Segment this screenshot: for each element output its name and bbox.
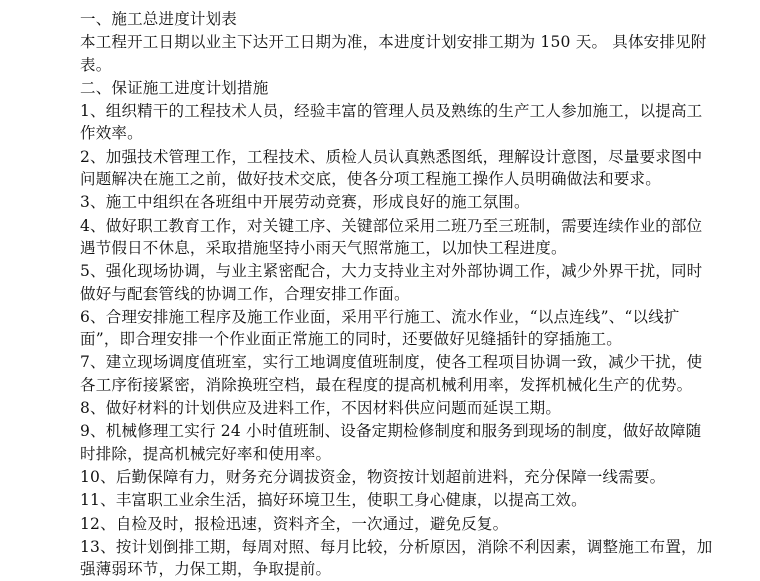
paragraph — [80, 513, 690, 535]
paragraph — [80, 466, 690, 488]
paragraph — [80, 215, 703, 260]
text-line: 1、组织精干的工程技术人员，经验丰富的管理人员及熟练的生产工人参加施工，以提高工 — [80, 102, 703, 121]
text-line: 作效率。 — [80, 124, 143, 143]
text-line: 2、加强技术管理工作，工程技术、质检人员认真熟悉图纸，理解设计意图，尽量要求图中 — [80, 147, 703, 166]
text-line: 11、丰富职工业余生活，搞好环境卫生，使职工身心健康，以提高工效。 — [80, 491, 587, 510]
text-line: 各工序衔接紧密，消除换班空档，最在程度的提高机械利用率，发挥机械化生产的优势。 — [80, 375, 693, 394]
paragraph — [80, 420, 702, 465]
paragraph — [80, 146, 703, 191]
text-line: 一、施工总进度计划表 — [80, 10, 238, 28]
paragraph — [80, 100, 703, 145]
text-line: 9、机械修理工实行 24 小时值班制、设备定期检修制度和服务到现场的制度，做好故障随 — [80, 422, 702, 441]
text-line: 面”，即合理安排一个作业面正常施工的同时，还要做好见缝插针的穿插施工。 — [80, 330, 622, 349]
text-line: 8、做好材料的计划供应及进料工作，不因材料供应问题而延误工期。 — [80, 399, 562, 418]
paragraph — [80, 536, 713, 581]
paragraph — [80, 397, 690, 419]
text-line: 10、后勤保障有力，财务充分调拔资金，物资按计划超前进料，充分保障一线需要。 — [80, 467, 666, 486]
section-heading — [80, 77, 690, 99]
text-line: 12、自检及时，报检迅速，资料齐全，一次通过，避免反复。 — [80, 514, 509, 533]
text-line: 3、施工中组织在各班组中开展劳动竞赛，形成良好的施工氛围。 — [80, 193, 530, 212]
text-line: 7、建立现场调度值班室，实行工地调度值班制度，使各工程项目协调一致，减少干扰，使 — [80, 353, 703, 372]
section-heading — [80, 8, 690, 30]
text-line: 6、合理安排施工程序及施工作业面，采用平行施工、流水作业，“以点连线”、“以线扩 — [80, 307, 680, 326]
text-line: 4、做好职工教育工作，对关键工序、关键部位采用二班乃至三班制，需要连续作业的部位 — [80, 216, 703, 235]
text-line: 强薄弱环节，力保工期，争取提前。 — [80, 560, 332, 579]
paragraph — [80, 306, 690, 351]
text-line: 本工程开工日期以业主下达开工日期为准，本进度计划安排工期为 150 天。 具体安排见附 — [80, 33, 707, 52]
text-line: 遇节假日不休息，采取措施坚持小雨天气照常施工，以加快工程进度。 — [80, 238, 567, 257]
text-line: 做好与配套管线的协调工作，合理安排工作面。 — [80, 284, 410, 303]
paragraph — [80, 351, 703, 396]
text-line: 5、强化现场协调，与业主紧密配合，大力支持业主对外部协调工作，减少外界干扰，同时 — [80, 262, 703, 281]
paragraph — [80, 260, 703, 305]
paragraph — [80, 191, 690, 213]
document-body — [80, 8, 713, 581]
text-line: 13、按计划倒排工期，每周对照、每月比较，分析原因，消除不利因素，调整施工布置，加 — [80, 537, 713, 556]
text-line: 表。 — [80, 55, 112, 74]
text-line: 二、保证施工进度计划措施 — [80, 78, 269, 97]
paragraph — [80, 489, 690, 511]
paragraph — [80, 31, 707, 76]
text-line: 问题解决在施工之前，做好技术交底，使各分项工程施工操作人员明确做法和要求。 — [80, 170, 661, 189]
text-line: 时排除，提高机械完好率和使用率。 — [80, 444, 332, 463]
